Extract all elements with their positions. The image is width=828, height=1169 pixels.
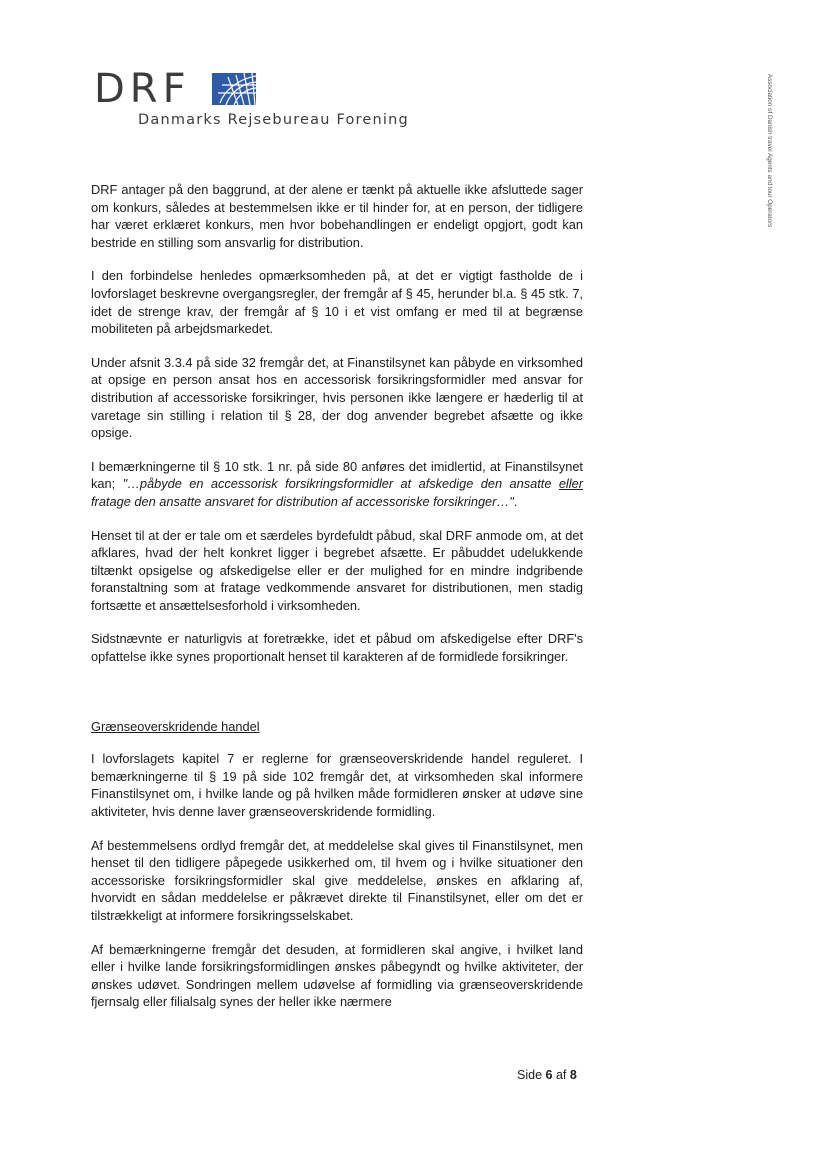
section-spacer [91,682,583,718]
drf-logo [94,66,454,130]
association-side-text: Association of Danish travel Agents and tour Operators [766,74,773,228]
page-label: Side [517,1068,543,1082]
globe-grid-icon [212,73,256,105]
page-number [517,1068,577,1082]
paragraph-6: Sidstnævnte er naturligvis at foretrække, idet et påbud om afskedigelse efter DRF's opfattelse ikke synes proportionalt henset til karakteren af de formidlede forsikringer. [91,631,583,665]
section-paragraph-2: Af bestemmelsens ordlyd fremgår det, at meddelelse skal gives til Finanstilsynet, men henset til den tidligere påpegede usikkerhed om, til hvem og i hvilke situationer den accessoriske forsikringsformidler skal give meddelelse, ønskes en afklaring af, hvorvidt en sådan meddelelse er påkrævet direkte til Finanstilsynet, eller om det er tilstrækkeligt at informere forsikringsselskabet. [91,837,583,923]
quote-lead: I bemærkningerne til § 10 stk. 1 nr. på side 80 anføres det imidlertid, at Finanstilsynet kan; [91,458,583,492]
section-paragraph-1: I lovforslagets kapitel 7 er reglerne for grænseoverskridende handel reguleret. I bemærkningerne til § 19 på side 102 fremgår det, at virksomheden skal informere Finanstilsynet om, i hvilke lande og på hvilken måde formidleren ønsker at udøve sine aktiviteter, hvis denne laver grænseoverskridende formidling. [91,751,583,820]
quote-text-a: "…påbyde en accessorisk forsikringsformidler at afskedige den ansatte [122,476,559,492]
section-heading: Grænseoverskridende handel [91,718,260,734]
page-of: af [555,1068,567,1082]
paragraph-3: Under afsnit 3.3.4 på side 32 fremgår det, at Finanstilsynet kan påbyde en virksomhed at opsige en person ansat hos en accessorisk forsikringsformidler med ansvar for distribution af accessoriske forsikringer, hvis personen ikke længere er hæderlig til at varetage sin stilling i relation til § 28, der dog anvender begrebet afsætte og ikke opsige. [91,354,583,441]
quote-text-b: fratage den ansatte ansvaret for distribution af accessoriske forsikringer…" [91,493,514,509]
letter-body [91,181,583,1027]
total-pages: 8 [569,1068,577,1082]
quote-underlined-word: eller [558,476,583,492]
section-paragraph-3: Af bemærkningerne fremgår det desuden, at formidleren skal angive, i hvilket land eller i hvilke lande forsikringsformidlingen ønskes påbegyndt og hvilke aktiviteter, der ønskes udøvet. Sondringen mellem udøvelse af formidling via grænseoverskridende fjernsalg eller filialsalg synes der heller ikke nærmere [91,941,583,1010]
logo-letters: DRF [94,66,191,112]
logo-subtitle: Danmarks Rejsebureau Forening [138,112,409,128]
paragraph-1: DRF antager på den baggrund, at der alene er tænkt på aktuelle ikke afsluttede sager om konkurs, således at bestemmelsen ikke er til hinder for, at en person, der tidligere har været erklæret konkurs, men hvor bobehandlingen er endeligt opgjort, godt kan bestride en stilling som ansvarlig for distribution. [91,182,583,250]
quote-tail: . [513,493,518,509]
quote-paragraph [91,458,583,511]
paragraph-2: I den forbindelse henledes opmærksomheden på, at det er vigtigt fastholde de i lovforslaget beskrevne overgangsregler, der fremgår af § 45, herunder bl.a. § 45 stk. 7, idet de strenge krav, der fremgår af § 10 i et vist omfang er med til at begrænse mobiliteten på arbejdsmarkedet. [91,268,583,337]
current-page: 6 [545,1068,553,1082]
paragraph-5: Henset til at der er tale om et særdeles byrdefuldt påbud, skal DRF anmode om, at det afklares, hvad der helt konkret ligger i begrebet afsætte. Er påbuddet udelukkende tiltænkt opsigelse og afskedigelse eller er der mulighed for en mindre indgribende foranstaltning som at fratage vedkommende ansvaret for distributionen, men stadig fortsætte et ansættelsesforhold i virksomheden. [91,527,583,613]
